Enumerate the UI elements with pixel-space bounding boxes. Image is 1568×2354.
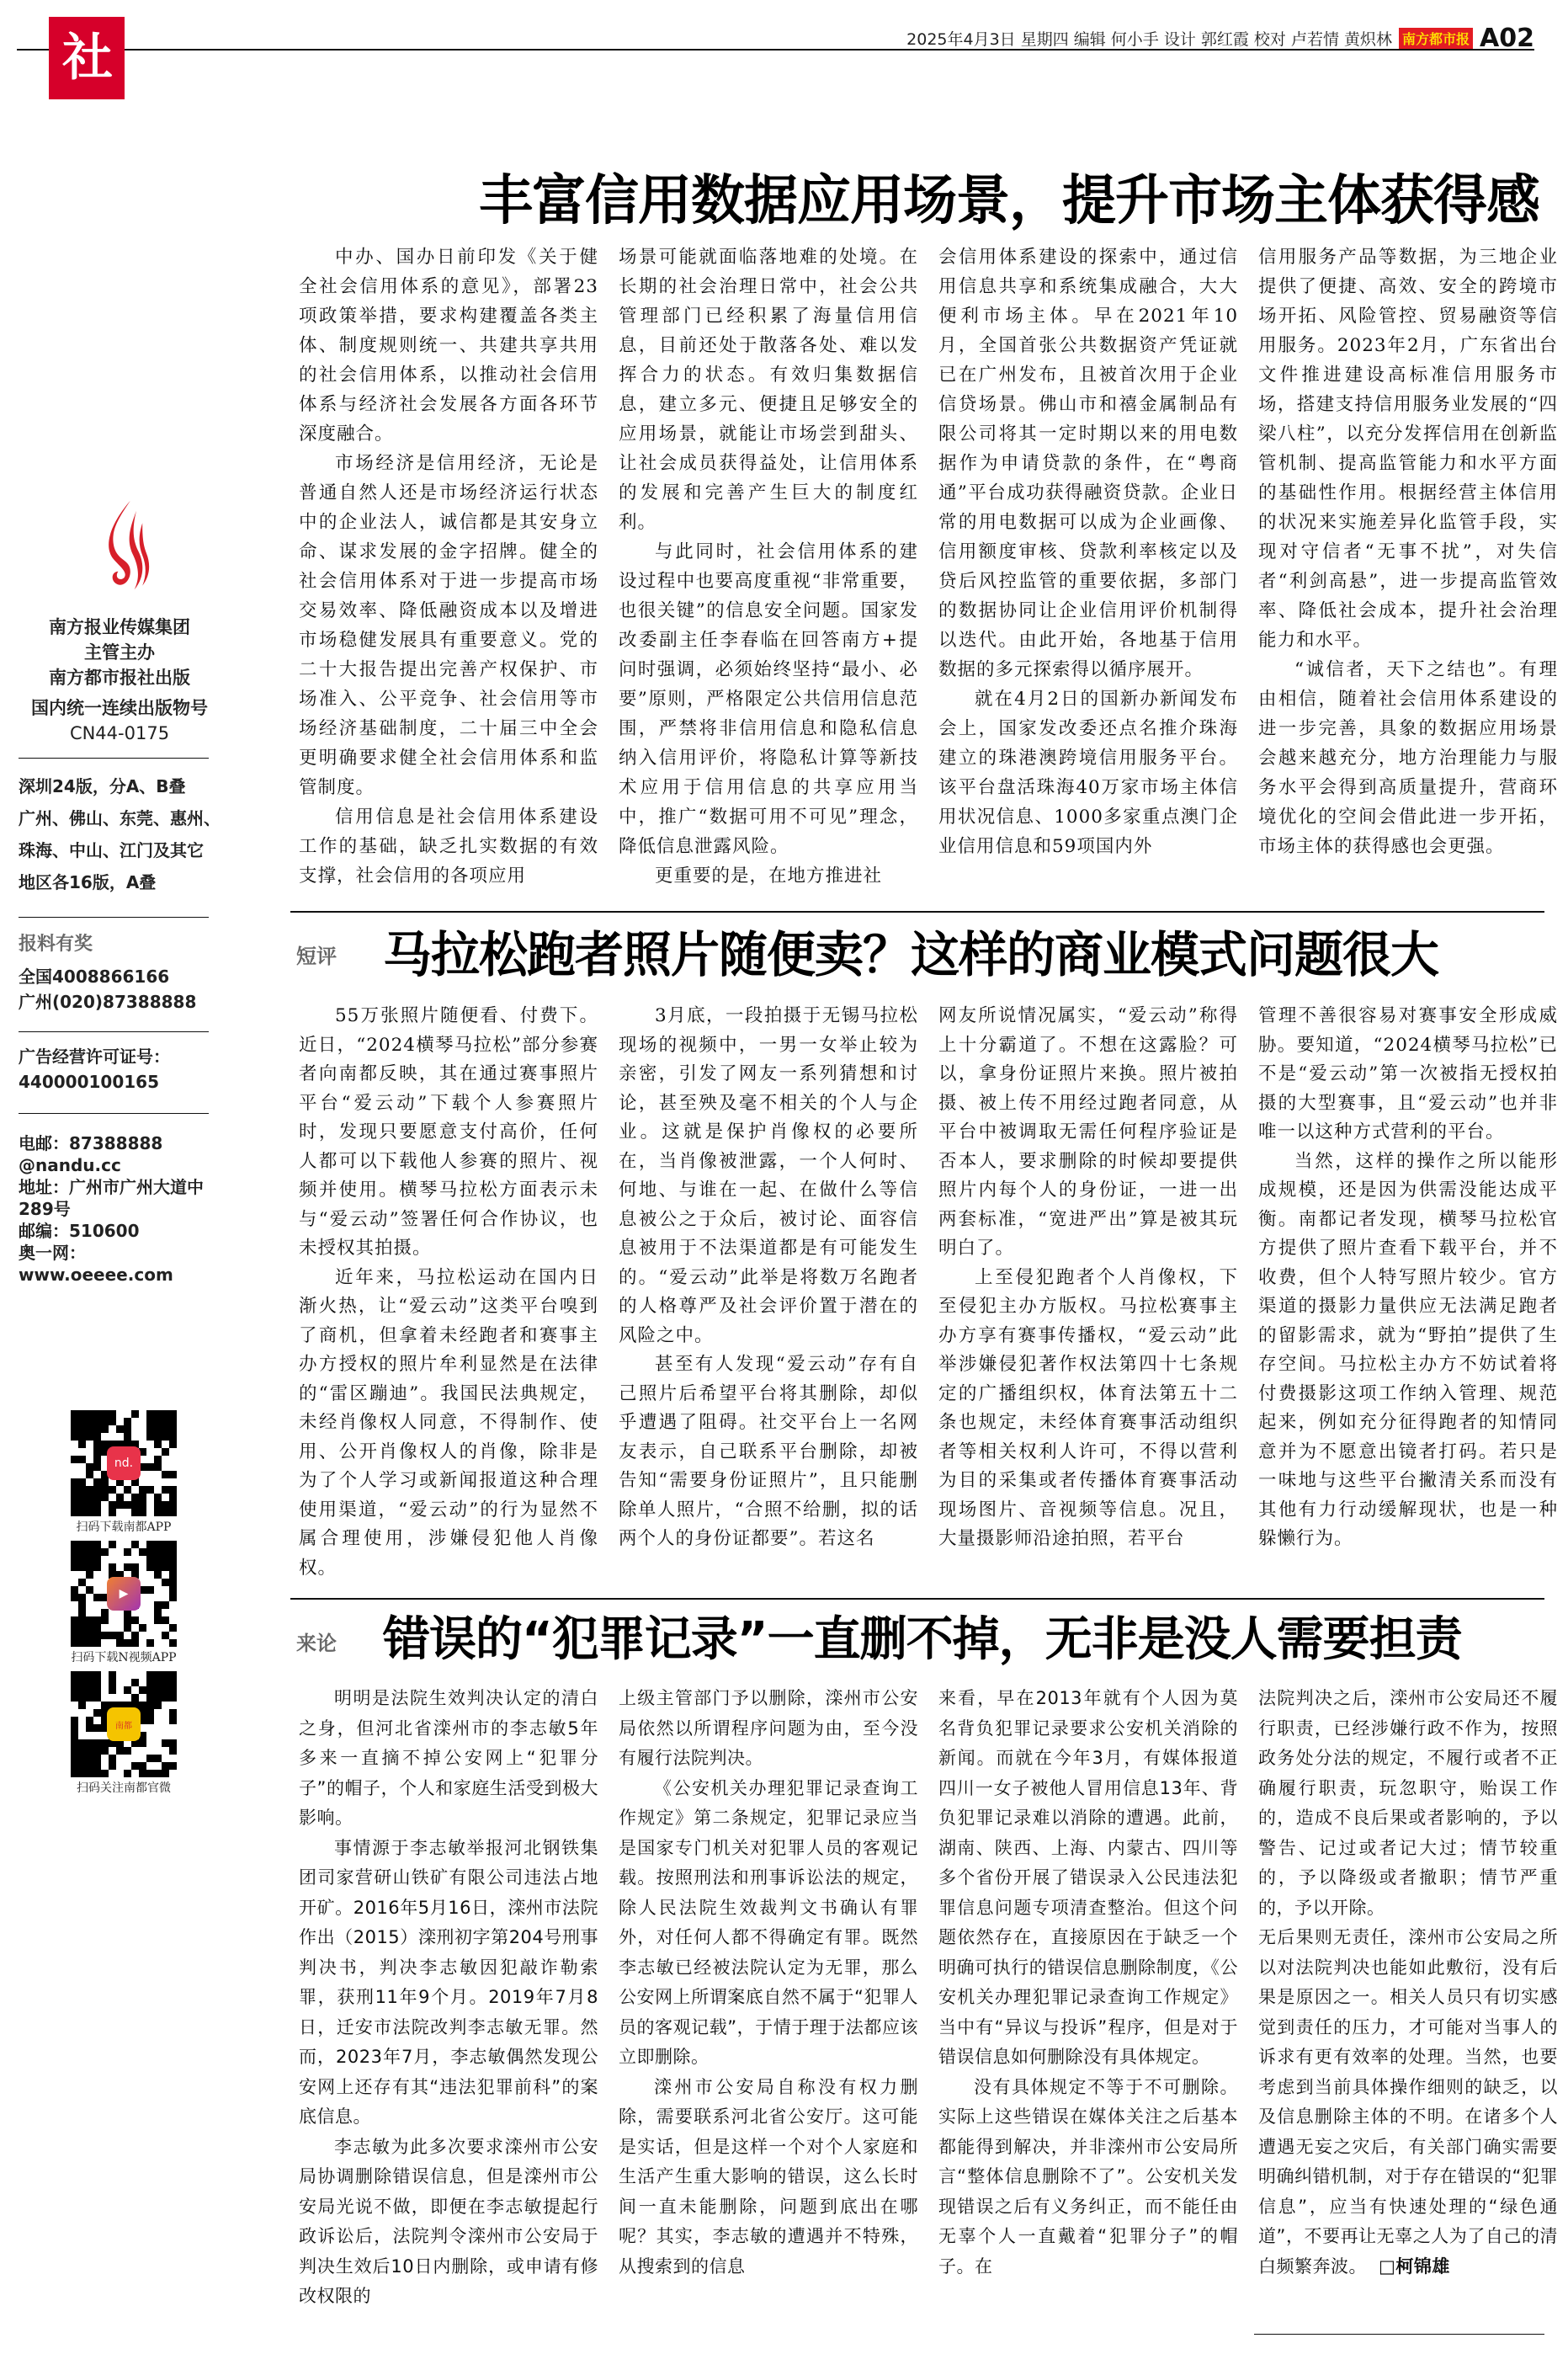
paragraph: 会信用体系建设的探索中，通过信用信息共享和系统集成融合，大大便利市场主体。早在2021年10月，全国首张公共数据资产凭证就已在广州发布，且被首次用于企业信贷场景。佛山市和禧金属制品有限公司将其一定时期以来的用电数据作为申请贷款的条件，在“粤商通”平台成功获得融资贷款。企业日常的用电数据可以成为企业画像、信用额度审核、贷款利率核定以及贷后风控监管的重要依据，多部门的数据协同让企业信用评价机制得以迭代。由此开始，各地基于信用数据的多元探索得以循序展开。 [938,247,1238,680]
contact-line: 地址：广州市广州大道中 [19,1177,204,1197]
article-column [619,242,918,891]
paragraph: 中办、国办日前印发《关于健全社会信用体系的意见》，部署23项政策举措，要求构建覆盖各类主体、制度规则统一、共建共享共用的社会信用体系，以推动社会信用体系与经济社会发展各方面各环节深度融合。 [299,247,598,445]
paragraph: 当然，这样的操作之所以能形成规模，还是因为供需没能达成平衡。南都记者发现，横琴马拉松官方提供了照片查看下载平台，并不收费，但个人特写照片较少。官方渠道的摄影力量供应无法满足跑者的留影需求，就为“野拍”提供了生存空间。马拉松主办方不妨试着将付费摄影这项工作纳入管理、规范起来，例如充分征得跑者的知情同意并为不愿意出镜者打码。若只是一味地与这些平台撇清关系而没有其他有力行动缓解现状，也是一种躲懒行为。 [1258,1150,1558,1549]
divider [1254,2334,1544,2335]
issn-label: 国内统一连续出版物号 [31,698,208,718]
publisher-info [19,615,221,746]
divider [19,917,209,918]
qr-caption: 扫码下载南都APP [76,1521,172,1534]
weibo-icon: 南都 [107,1707,141,1741]
article-kicker: 短评 [296,945,337,968]
article-column [619,1684,918,2312]
header-info [906,24,1534,53]
qr-weibo[interactable] [69,1671,178,1796]
hotline: 广州(020)87388888 [19,992,197,1012]
website-link[interactable]: www.oeeee.com [19,1265,173,1285]
article-body [299,1684,1558,2312]
article-credit-data [290,168,1544,234]
article-headline: 错误的“犯罪记录”一直删不掉，无非是没人需要担责 [383,1612,1462,1667]
article-criminal-record [383,1610,1544,1670]
paragraph: 3月底，一段拍摄于无锡马拉松现场的视频中，一男一女举止较为亲密，引发了网友一系列猜想和讨论，甚至殃及毫不相关的个人与企业。这就是保护肖像权的必要所在，当肖像被泄露，一个人何时、何地、与谁在一起、在做什么等信息被公之于众后，被讨论、面容信息被用于不法渠道都是有可能发生的。“爱云动”此举是将数万名跑者的人格尊严及社会评价置于潜在的风险之中。 [619,1005,918,1346]
divider [19,758,209,759]
paragraph: 上级主管部门予以删除，滦州市公安局依然以所谓程序问题为由，至今没有履行法院判决。 [619,1688,918,1768]
article-kicker: 来论 [296,1632,337,1655]
article-column [938,1002,1238,1583]
paragraph: 没有具体规定不等于不可删除。实际上这些错误在媒体关注之后基本都能得到解决，并非滦州市公安局所言“整体信息删除不了”。公安机关发现错误之后有义务纠正，而不能任由无辜个人一直戴着“犯罪分子”的帽子。在 [938,2076,1238,2277]
nd-app-icon: nd. [107,1446,141,1480]
paragraph: 甚至有人发现“爱云动”存有自己照片后希望平台将其删除，却似乎遭遇了阻碍。社交平台上一名网友表示，自己联系平台删除，却被告知“需要身份证照片”，且只能删除单人照片，“合照不给删，拟的话两个人的身份证都要”。若这名 [619,1354,918,1549]
issue-info: 2025年4月3日 星期四 编辑 何小手 设计 郭红霞 校对 卢若情 黄炽林 [906,30,1393,49]
edition-line: 广州、佛山、东莞、惠州、 [19,808,221,828]
article-column [938,1684,1238,2312]
paragraph: 无后果则无责任，滦州市公安局之所以对法院判决也能如此敷衍，没有后果是原因之一。相关人员只有切实感觉到责任的压力，才可能对当事人的诉求有更有效率的处理。当然，也要考虑到当前具体操作细则的缺乏，以及信息删除主体的不明。在诸多个人遭遇无妄之灾后，有关部门确实需要明确纠错机制，对于存在错误的“犯罪信息”，应当有快速处理的“绿色通道”，不要再让无辜之人为了自己的清白频繁奔波。 [1258,1927,1558,2277]
article-marathon [383,924,1544,985]
edition-line: 深圳24版，分A、B叠 [19,776,186,796]
hotline: 全国4008866166 [19,967,170,987]
contact-line: 奥一网： [19,1243,86,1263]
contact-info [19,1132,221,1286]
article-column [1258,1684,1558,2312]
paragraph: 事情源于李志敏举报河北钢铁集团司家营研山铁矿有限公司违法占地开矿。2016年5月16日，滦州市法院作出（2015）滦刑初字第204号刑事判决书，判决李志敏因犯敲诈勒索罪，获刑11年9个月。2019年7月8日，迁安市法院改判李志敏无罪。然而，2023年7月，李志敏偶然发现公安网上还存有其“违法犯罪前科”的案底信息。 [299,1837,598,2127]
paragraph: 法院判决之后，滦州市公安局还不履行职责，已经涉嫌行政不作为，按照政务处分法的规定，不履行或者不正确履行职责，玩忽职守，贻误工作的，造成不良后果或者影响的，予以警告、记过或者记大过；情节较重的，予以降级或者撤职；情节严重的，予以开除。 [1258,1688,1558,1918]
paragraph: 市场经济是信用经济，无论是普通自然人还是市场经济运行状态中的企业法人，诚信都是其安身立命、谋求发展的金字招牌。健全的社会信用体系对于进一步提高市场交易效率、降低融资成本以及增进市场稳健发展具有重要意义。党的二十大报告提出完善产权保护、市场准入、公平竞争、社会信用等市场经济基础制度，二十届三中全会更明确要求健全社会信用体系和监管制度。 [299,453,598,798]
qr-caption: 扫码下载N视频APP [71,1651,177,1664]
article-column [299,242,598,891]
paragraph: 明明是法院生效判决认定的清白之身，但河北省滦州市的李志敏5年多来一直摘不掉公安网上“犯罪分子”的帽子，个人和家庭生活受到极大影响。 [299,1688,598,1828]
article-column [938,242,1238,891]
paragraph: 管理不善很容易对赛事安全形成威胁。要知道，“2024横琴马拉松”已不是“爱云动”第一次被指无授权拍摄的大型赛事，且“爱云动”也并非唯一以这种方式营利的平台。 [1258,1005,1558,1142]
sidebar [19,497,221,1286]
paragraph: 信用信息是社会信用体系建设工作的基础，缺乏扎实数据的有效支撑，社会信用的各项应用 [299,807,598,887]
article-column [299,1002,598,1583]
paragraph: 与此同时，社会信用体系的建设过程中也要高度重视“非常重要，也很关键”的信息安全问题。国家发改委副主任李春临在回答南方+提问时强调，必须始终坚持“最小、必要”原则，严格限定公共信用信息范围，严禁将非信用信息和隐私信息纳入信用评价，将隐私计算等新技术应用于信用信息的共享应用当中，推广“数据可用不可见”理念，降低信息泄露风险。 [619,541,918,857]
editions [19,770,221,898]
hotline-title: 报料有奖 [19,934,93,955]
publisher-line: 主管主办 [84,642,155,663]
paragraph: 近年来，马拉松运动在国内日渐火热，让“爱云动”这类平台嗅到了商机，但拿着未经跑者和赛事主办方授权的照片牟利显然是在法律的“雷区蹦迪”。我国民法典规定，未经肖像权人同意，不得制作、使用、公开肖像权人的肖像，除非是为了个人学习或新闻报道这种合理使用渠道，“爱云动”的行为显然不属合理使用，涉嫌侵犯他人肖像权。 [299,1266,598,1579]
paragraph: 《公安机关办理犯罪记录查询工作规定》第二条规定，犯罪记录应当是国家专门机关对犯罪人员的客观记载。按照刑法和刑事诉讼法的规定，除人民法院生效裁判文书确认有罪外，对任何人都不得确定有罪。既然李志敏已经被法院认定为无罪，那么公安网上所谓案底自然不属于“犯罪人员的客观记载”，于情于理于法都应该立即删除。 [619,1777,918,2067]
contact-line: 邮编：510600 [19,1221,140,1241]
paragraph: 更重要的是，在地方推进社 [655,865,883,887]
publisher-line: 南方都市报社出版 [49,668,190,688]
paragraph: 55万张照片随便看、付费下。近日，“2024横琴马拉松”部分参赛者向南都反映，其在通过赛事照片平台“爱云动”下载个人参赛照片时，发现只要愿意支付高价，任何人都可以下载他人参赛的照片、视频并使用。横琴马拉松方面表示未与“爱云动”签署任何合作协议，也未授权其拍摄。 [299,1005,598,1259]
paragraph: 滦州市公安局自称没有权力删除，需要联系河北省公安厅。这可能是实话，但是这样一个对个人家庭和生活产生重大影响的错误，这么长时间一直未能删除，问题到底出在哪呢？其实，李志敏的遭遇并不特殊，从搜索到的信息 [619,2076,918,2277]
contact-line: @nandu.cc [19,1155,121,1175]
divider [290,1598,1544,1600]
article-column [1258,242,1558,891]
article-headline: 丰富信用数据应用场景，提升市场主体获得感 [479,170,1539,232]
byline: □柯锦雄 [1379,2255,1450,2277]
contact-line: 289号 [19,1199,71,1219]
contact-line: 电邮：87388888 [19,1133,163,1153]
edition-line: 地区各16版，A叠 [19,872,157,892]
paragraph: 来看，早在2013年就有个人因为莫名背负犯罪记录要求公安机关消除的新闻。而就在今年3月，有媒体报道四川一女子被他人冒用信息13年、背负犯罪记录难以消除的遭遇。此前，湖南、陕西、上海、内蒙古、四川等多个省份开展了错误录入公民违法犯罪信息问题专项清查整治。但这个问题依然存在，直接原因在于缺乏一个明确可执行的错误信息删除制度，《公安机关办理犯罪记录查询工作规定》当中有“异议与投诉”程序，但是对于错误信息如何删除没有具体规定。 [938,1688,1238,2067]
publisher-line: 南方报业传媒集团 [49,617,190,637]
issn: CN44-0175 [69,723,170,743]
article-column [1258,1002,1558,1583]
license-number: 440000100165 [19,1072,159,1092]
section-masthead: 社论 [49,17,125,99]
article-column [619,1002,918,1583]
paragraph: 信用服务产品等数据，为三地企业提供了便捷、高效、安全的跨境市场开拓、风险管控、贸易融资等信用服务。2023年2月，广东省出台文件推进建设高标准信用服务市场，搭建支持信用服务业发展的“四梁八柱”，以充分发挥信用在创新监管机制、提高监管能力和水平方面的基础性作用。根据经营主体信用的状况来实施差异化监管手段，实现对守信者“无事不扰”，对失信者“利剑高悬”，进一步提高监管效率、降低社会成本，提升社会治理能力和水平。 [1258,247,1558,651]
paragraph: 李志敏为此多次要求滦州市公安局协调删除错误信息，但是滦州市公安局光说不做，即便在李志敏提起行政诉讼后，法院判令滦州市公安局于判决生效后10日内删除，或申请有修改权限的 [299,2136,598,2306]
hotlines [19,964,221,1015]
qr-nvideo-app[interactable] [69,1541,178,1665]
license [19,1044,221,1094]
nanfang-logo-icon [93,497,160,598]
paragraph: 网友所说情况属实，“爱云动”称得上十分霸道了。不想在这露脸？可以，拿身份证照片来换。照片被拍摄、被上传不用经过跑者同意，从平台中被调取无需任何程序验证是否本人，要求删除的时候却要提供照片内每个人的身份证，一进一出两套标准，“宽进严出”算是被其玩明白了。 [938,1005,1238,1259]
qr-caption: 扫码关注南都官微 [77,1781,171,1795]
license-label: 广告经营许可证号： [19,1047,170,1067]
play-icon: ▶ [107,1577,141,1611]
paragraph: 就在4月2日的国新办新闻发布会上，国家发改委还点名推介珠海建立的珠港澳跨境信用服务平台。该平台盘活珠海40万家市场主体信用状况信息、1000多家重点澳门企业信用信息和59项国内外 [938,689,1238,857]
page-number: A02 [1480,24,1534,53]
article-body [299,242,1558,891]
article-body [299,1002,1558,1583]
paragraph: 场景可能就面临落地难的处境。在长期的社会治理日常中，社会公共管理部门已经积累了海量信用信息，目前还处于散落各处、难以发挥合力的状态。有效归集数据信息，建立多元、便捷且足够安全的应用场景，就能让市场尝到甜头、让社会成员获得益处，让信用体系的发展和完善产生巨大的制度红利。 [619,247,918,533]
article-headline: 马拉松跑者照片随便卖？这样的商业模式问题很大 [383,926,1439,983]
edition-line: 珠海、中山、江门及其它 [19,840,204,860]
paragraph: “诚信者，天下之结也”。有理由相信，随着社会信用体系建设的进一步完善，具象的数据应用场景会越来越充分，地方治理能力与服务水平会得到高质量提升，营商环境优化的空间会借此进一步开拓，市场主体的获得感也会更强。 [1258,659,1558,857]
divider [19,1031,209,1032]
qr-nandu-app[interactable] [69,1410,178,1535]
divider [290,911,1544,913]
brand-logo: 南方都市报 [1399,28,1473,49]
divider [19,1113,209,1114]
article-column [299,1684,598,2312]
paragraph: 上至侵犯跑者个人肖像权，下至侵犯主办方版权。马拉松赛事主办方享有赛事传播权，“爱云动”此举涉嫌侵犯著作权法第四十七条规定的广播组织权，体育法第五十二条也规定，未经体育赛事活动组织者等相关权利人许可，不得以营利为目的采集或者传播体育赛事活动现场图片、音视频等信息。况且，大量摄影师沿途拍照，若平台 [938,1266,1238,1549]
